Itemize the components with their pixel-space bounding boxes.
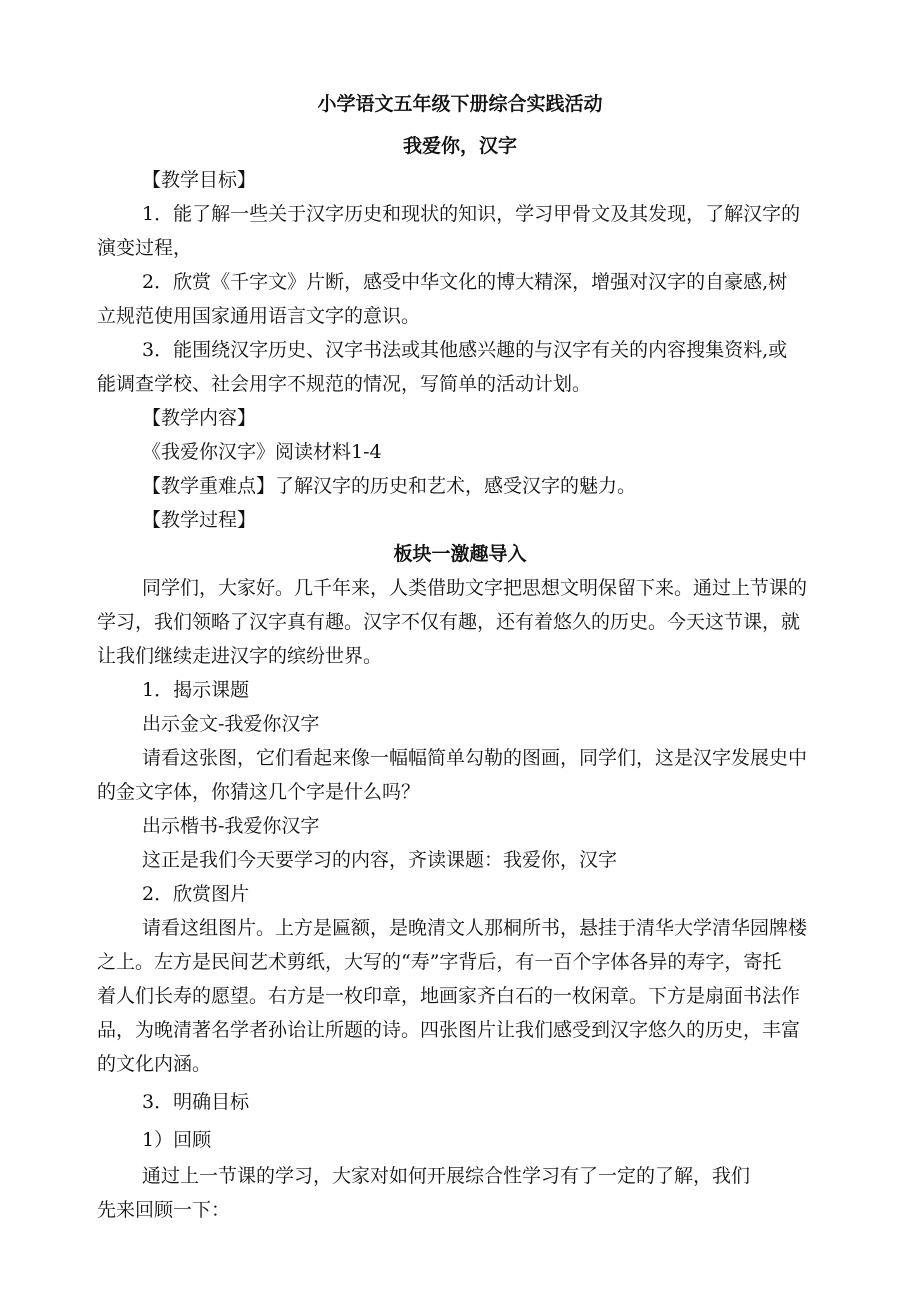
step-2-line-1: 请看这组图片。上方是匾额，是晚清文人那桐所书，悬挂于清华大学清华园牌楼 xyxy=(142,917,808,939)
goal-3-line-1: 3．能围绕汉字历史、汉字书法或其他感兴趣的与汉字有关的内容搜集资料,或 xyxy=(142,339,788,361)
step-1-a: 出示金文-我爱你汉字 xyxy=(142,713,320,735)
document-subtitle: 我爱你，汉字 xyxy=(402,135,517,157)
step-3-line-1: 通过上一节课的学习，大家对如何开展综合性学习有了一定的了解，我们 xyxy=(142,1165,751,1187)
goal-3-line-2: 能调查学校、社会用字不规范的情况，写简单的活动计划。 xyxy=(97,373,592,395)
goal-2-line-1: 2．欣赏《千字文》片断，感受中华文化的博大精深，增强对汉字的自豪感,树 xyxy=(142,271,788,293)
step-2-line-2: 之上。左方是民间艺术剪纸，大写的“寿”字背后，有一百个字体各异的寿字，寄托 xyxy=(97,951,782,973)
goal-1-line-1 xyxy=(142,202,832,226)
step-2-line-5: 的文化内涵。 xyxy=(97,1053,212,1075)
intro-line-2: 学习，我们领略了汉字真有趣。汉字不仅有趣，还有着悠久的历史。今天这节课，就 xyxy=(97,611,801,633)
step-1-b-line-2: 的金文字体，你猜这几个字是什么吗？ xyxy=(97,781,421,803)
keypoints-text: 了解汉字的历史和艺术，感受汉字的魅力。 xyxy=(275,475,637,497)
step-1-d: 这正是我们今天要学习的内容，齐读课题：我爱你，汉字 xyxy=(142,849,618,871)
intro-line-3: 让我们继续走进汉字的缤纷世界。 xyxy=(97,645,383,667)
step-3-sub: 1）回顾 xyxy=(142,1129,212,1151)
step-2-line-4: 品，为晚清著名学者孙诒让所题的诗。四张图片让我们感受到汉字悠久的历史，丰富 xyxy=(97,1019,801,1041)
step-1-b-line-1: 请看这张图，它们看起来像一幅幅简单勾勒的图画，同学们，这是汉字发展史中 xyxy=(142,747,808,769)
process-heading: 【教学过程】 xyxy=(142,509,257,531)
goal-2-line-2: 立规范使用国家通用语言文字的意识。 xyxy=(97,305,421,327)
goals-heading: 【教学目标】 xyxy=(142,169,257,191)
intro-line-1: 同学们，大家好。几千年来，人类借助文字把思想文明保留下来。通过上节课的 xyxy=(142,577,808,599)
step-2-title: 2．欣赏图片 xyxy=(142,883,250,905)
step-3-title: 3．明确目标 xyxy=(142,1091,250,1113)
content-text: 《我爱你汉字》阅读材料1-4 xyxy=(142,441,382,463)
section-1-title: 板块一激趣导入 xyxy=(393,543,527,565)
step-1-c: 出示楷书-我爱你汉字 xyxy=(142,815,320,837)
keypoints-line xyxy=(142,474,636,498)
goal-1-line-2: 演变过程， xyxy=(97,237,193,259)
goal-1-text: 1．能了解一些关于汉字历史和现状的知识，学习甲骨文及其发现，了解汉字的 xyxy=(142,203,801,225)
content-heading: 【教学内容】 xyxy=(142,407,257,429)
keypoints-label: 【教学重难点】 xyxy=(142,475,276,497)
step-2-line-3: 着人们长寿的愿望。右方是一枚印章，地画家齐白石的一枚闲章。下方是扇面书法作 xyxy=(97,985,801,1007)
document-title: 小学语文五年级下册综合实践活动 xyxy=(317,93,603,115)
step-3-line-2: 先来回顾一下： xyxy=(97,1199,231,1221)
step-1-title: 1．揭示课题 xyxy=(142,679,250,701)
